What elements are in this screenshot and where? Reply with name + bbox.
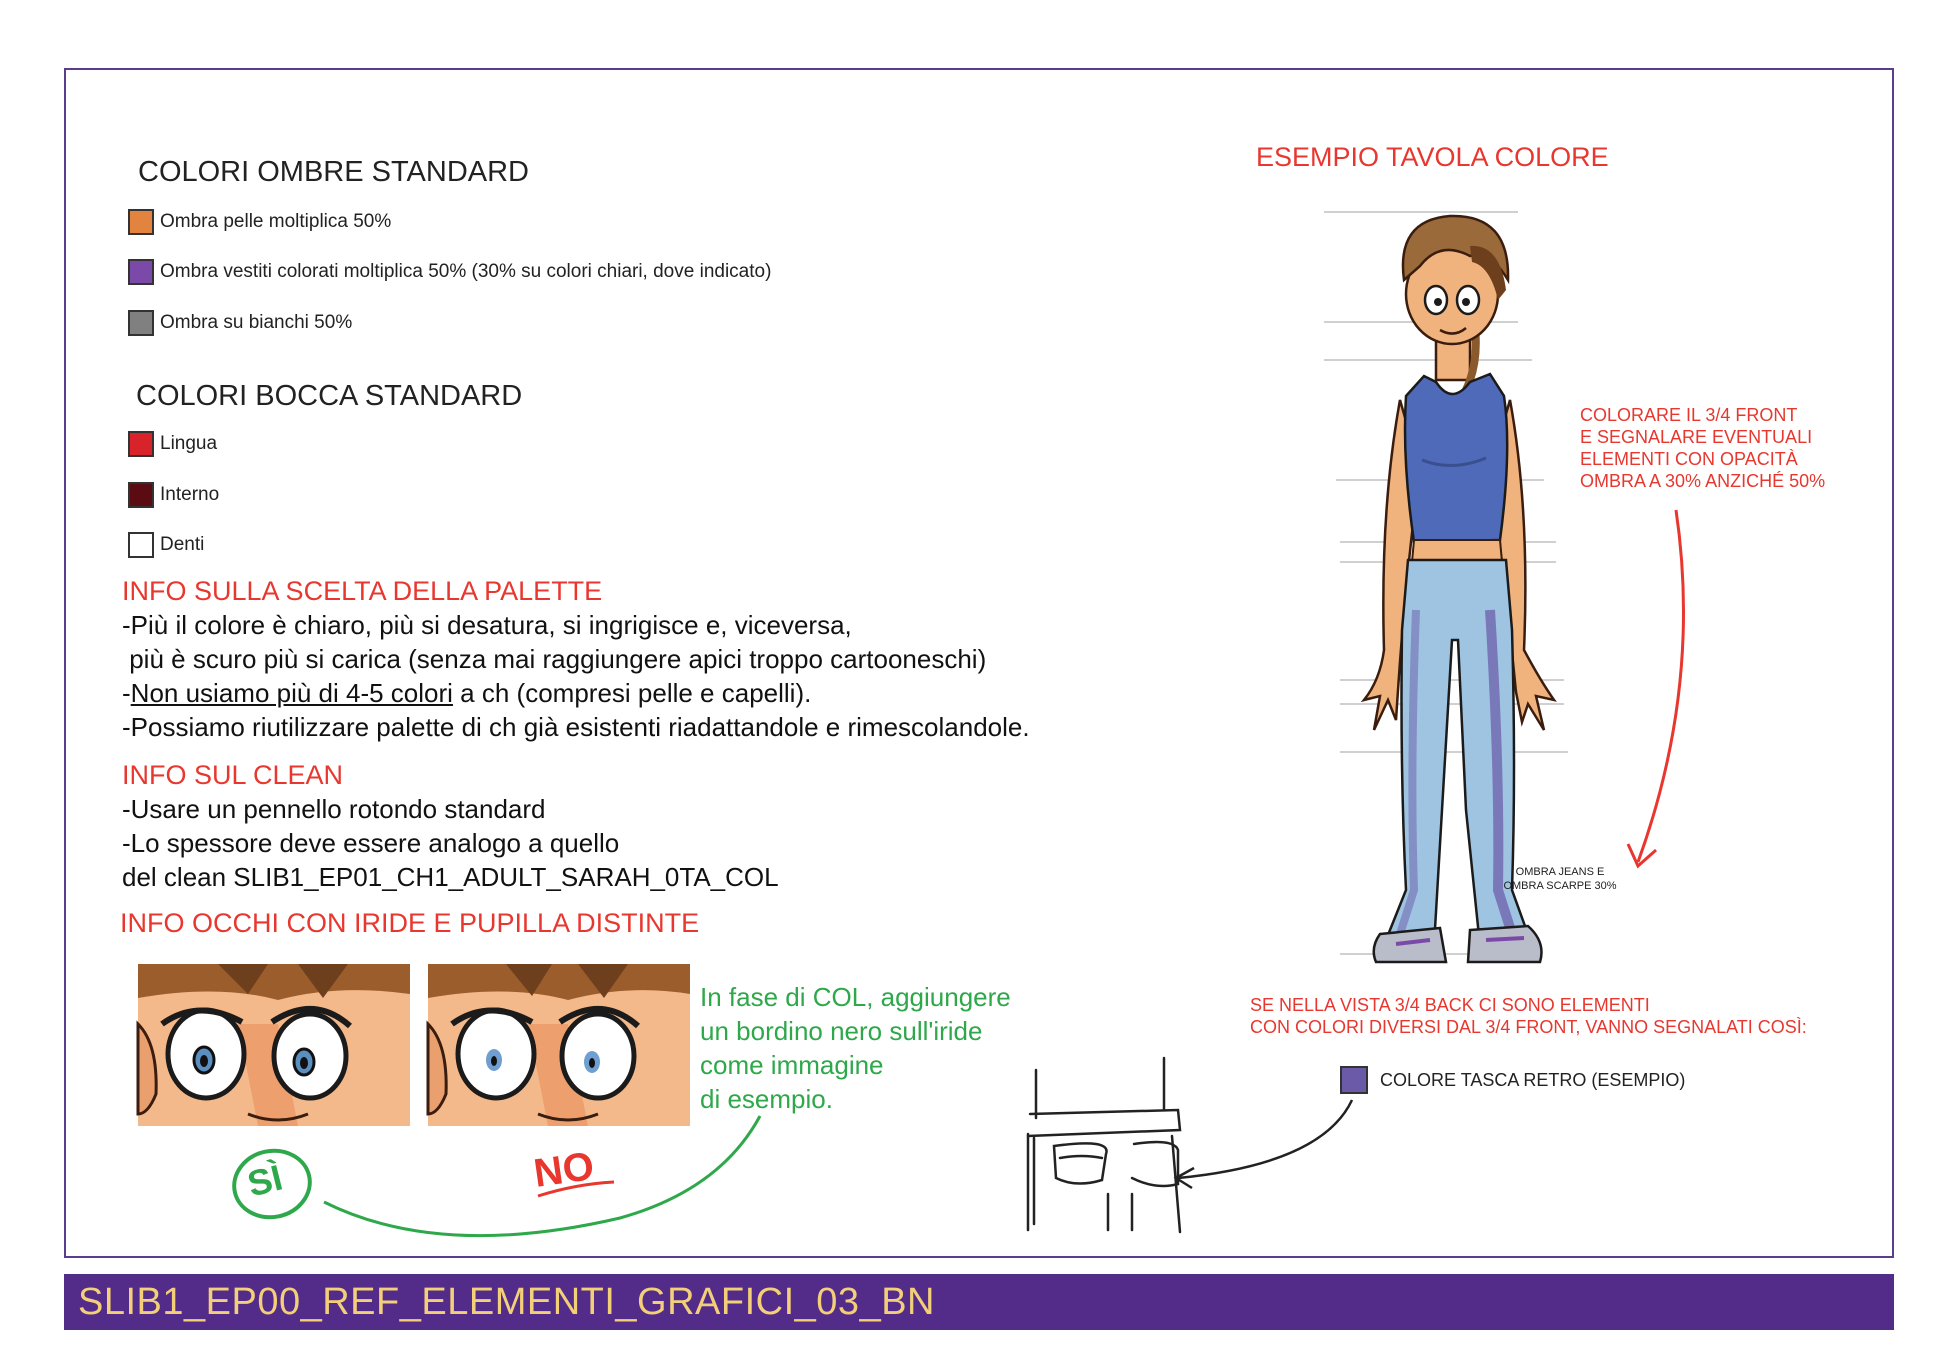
footer-banner: [64, 1274, 1894, 1330]
eyes-note-arrow: [320, 1110, 770, 1240]
back-view-note-line1: SE NELLA VISTA 3/4 BACK CI SONO ELEMENTI: [1250, 995, 1650, 1015]
mouth-item-tongue: [128, 428, 217, 460]
example-note-line2: E SEGNALARE EVENTUALI: [1580, 427, 1813, 447]
shadow-colors-title: COLORI OMBRE STANDARD: [138, 156, 530, 188]
line3-prefix: -: [122, 678, 131, 708]
example-title: ESEMPIO TAVOLA COLORE: [1256, 142, 1609, 172]
shadow-item-whites: [128, 307, 352, 339]
palette-info-line2: più è scuro più si carica (senza mai raggiungere apici troppo cartooneschi): [122, 644, 987, 674]
eyes-note-line1: In fase di COL, aggiungere: [700, 982, 1011, 1012]
swatch-label: Denti: [160, 534, 205, 555]
line3-underlined: Non usiamo più di 4-5 colori: [130, 678, 453, 708]
palette-info-line4: -Possiamo riutilizzare palette di ch già esistenti riadattandole e rimescolandole.: [122, 712, 1030, 742]
swatch-skin-shadow: [128, 209, 154, 235]
swatch-tongue: [128, 431, 154, 457]
back-view-note-line2: CON COLORI DIVERSI DAL 3/4 FRONT, VANNO SEGNALATI COSÌ:: [1250, 1017, 1807, 1037]
palette-info-line3: [122, 676, 811, 710]
swatch-clothes-shadow: [128, 259, 154, 285]
clean-info-line1: -Usare un pennello rotondo standard: [122, 794, 546, 824]
eyes-note-line2: un bordino nero sull'iride: [700, 1016, 983, 1046]
jeans-note-line2: OMBRA SCARPE 30%: [1503, 880, 1617, 892]
swatch-inner-mouth: [128, 482, 154, 508]
eyes-note-line4: di esempio.: [700, 1084, 833, 1114]
mouth-colors-title: COLORI BOCCA STANDARD: [136, 380, 523, 412]
shadow-item-skin: [128, 206, 391, 238]
palette-info-title: INFO SULLA SCELTA DELLA PALETTE: [122, 576, 603, 606]
swatch-label: Lingua: [160, 433, 218, 454]
line3-suffix: a ch (compresi pelle e capelli).: [452, 678, 812, 708]
example-note-line3: ELEMENTI CON OPACITÀ: [1580, 449, 1798, 469]
back-pocket-sketch: [1022, 1054, 1382, 1244]
example-note-line1: COLORARE IL 3/4 FRONT: [1580, 405, 1798, 425]
shadow-item-clothes: [128, 256, 771, 288]
swatch-label: Ombra pelle moltiplica 50%: [160, 211, 392, 232]
eye-example-yes-image: [138, 964, 410, 1126]
palette-info-line1: -Più il colore è chiaro, più si desatura, si ingrigisce e, viceversa,: [122, 610, 852, 640]
swatch-label: Ombra su bianchi 50%: [160, 312, 353, 333]
swatch-teeth: [128, 532, 154, 558]
clean-info-title: INFO SUL CLEAN: [122, 760, 344, 790]
mouth-item-teeth: [128, 529, 204, 561]
swatch-white-shadow: [128, 310, 154, 336]
eyes-info-title: INFO OCCHI CON IRIDE E PUPILLA DISTINTE: [120, 908, 700, 938]
jeans-note-line1: OMBRA JEANS E: [1515, 866, 1605, 878]
swatch-label: Ombra vestiti colorati moltiplica 50% (30% su colori chiari, dove indicato): [160, 261, 772, 282]
back-pocket-swatch-row: [1340, 1066, 1685, 1094]
footer-title: SLIB1_EP00_REF_ELEMENTI_GRAFICI_03_BN: [78, 1281, 935, 1323]
mouth-item-inner: [128, 479, 219, 511]
example-note-line4: OMBRA A 30% ANZICHÉ 50%: [1580, 471, 1826, 491]
swatch-label: Interno: [160, 484, 220, 505]
eye-example-no-image: [428, 964, 690, 1126]
clean-info-line3: del clean SLIB1_EP01_CH1_ADULT_SARAH_0TA_COL: [122, 862, 779, 892]
back-pocket-label: COLORE TASCA RETRO (ESEMPIO): [1380, 1069, 1686, 1090]
no-mark: NO: [531, 1144, 597, 1196]
example-note-arrow: [1626, 506, 1706, 876]
character-illustration: [1340, 210, 1580, 970]
clean-info-line2: -Lo spessore deve essere analogo a quello: [122, 828, 620, 858]
eyes-note-line3: come immagine: [700, 1050, 884, 1080]
yes-mark: SÌ: [243, 1156, 287, 1205]
